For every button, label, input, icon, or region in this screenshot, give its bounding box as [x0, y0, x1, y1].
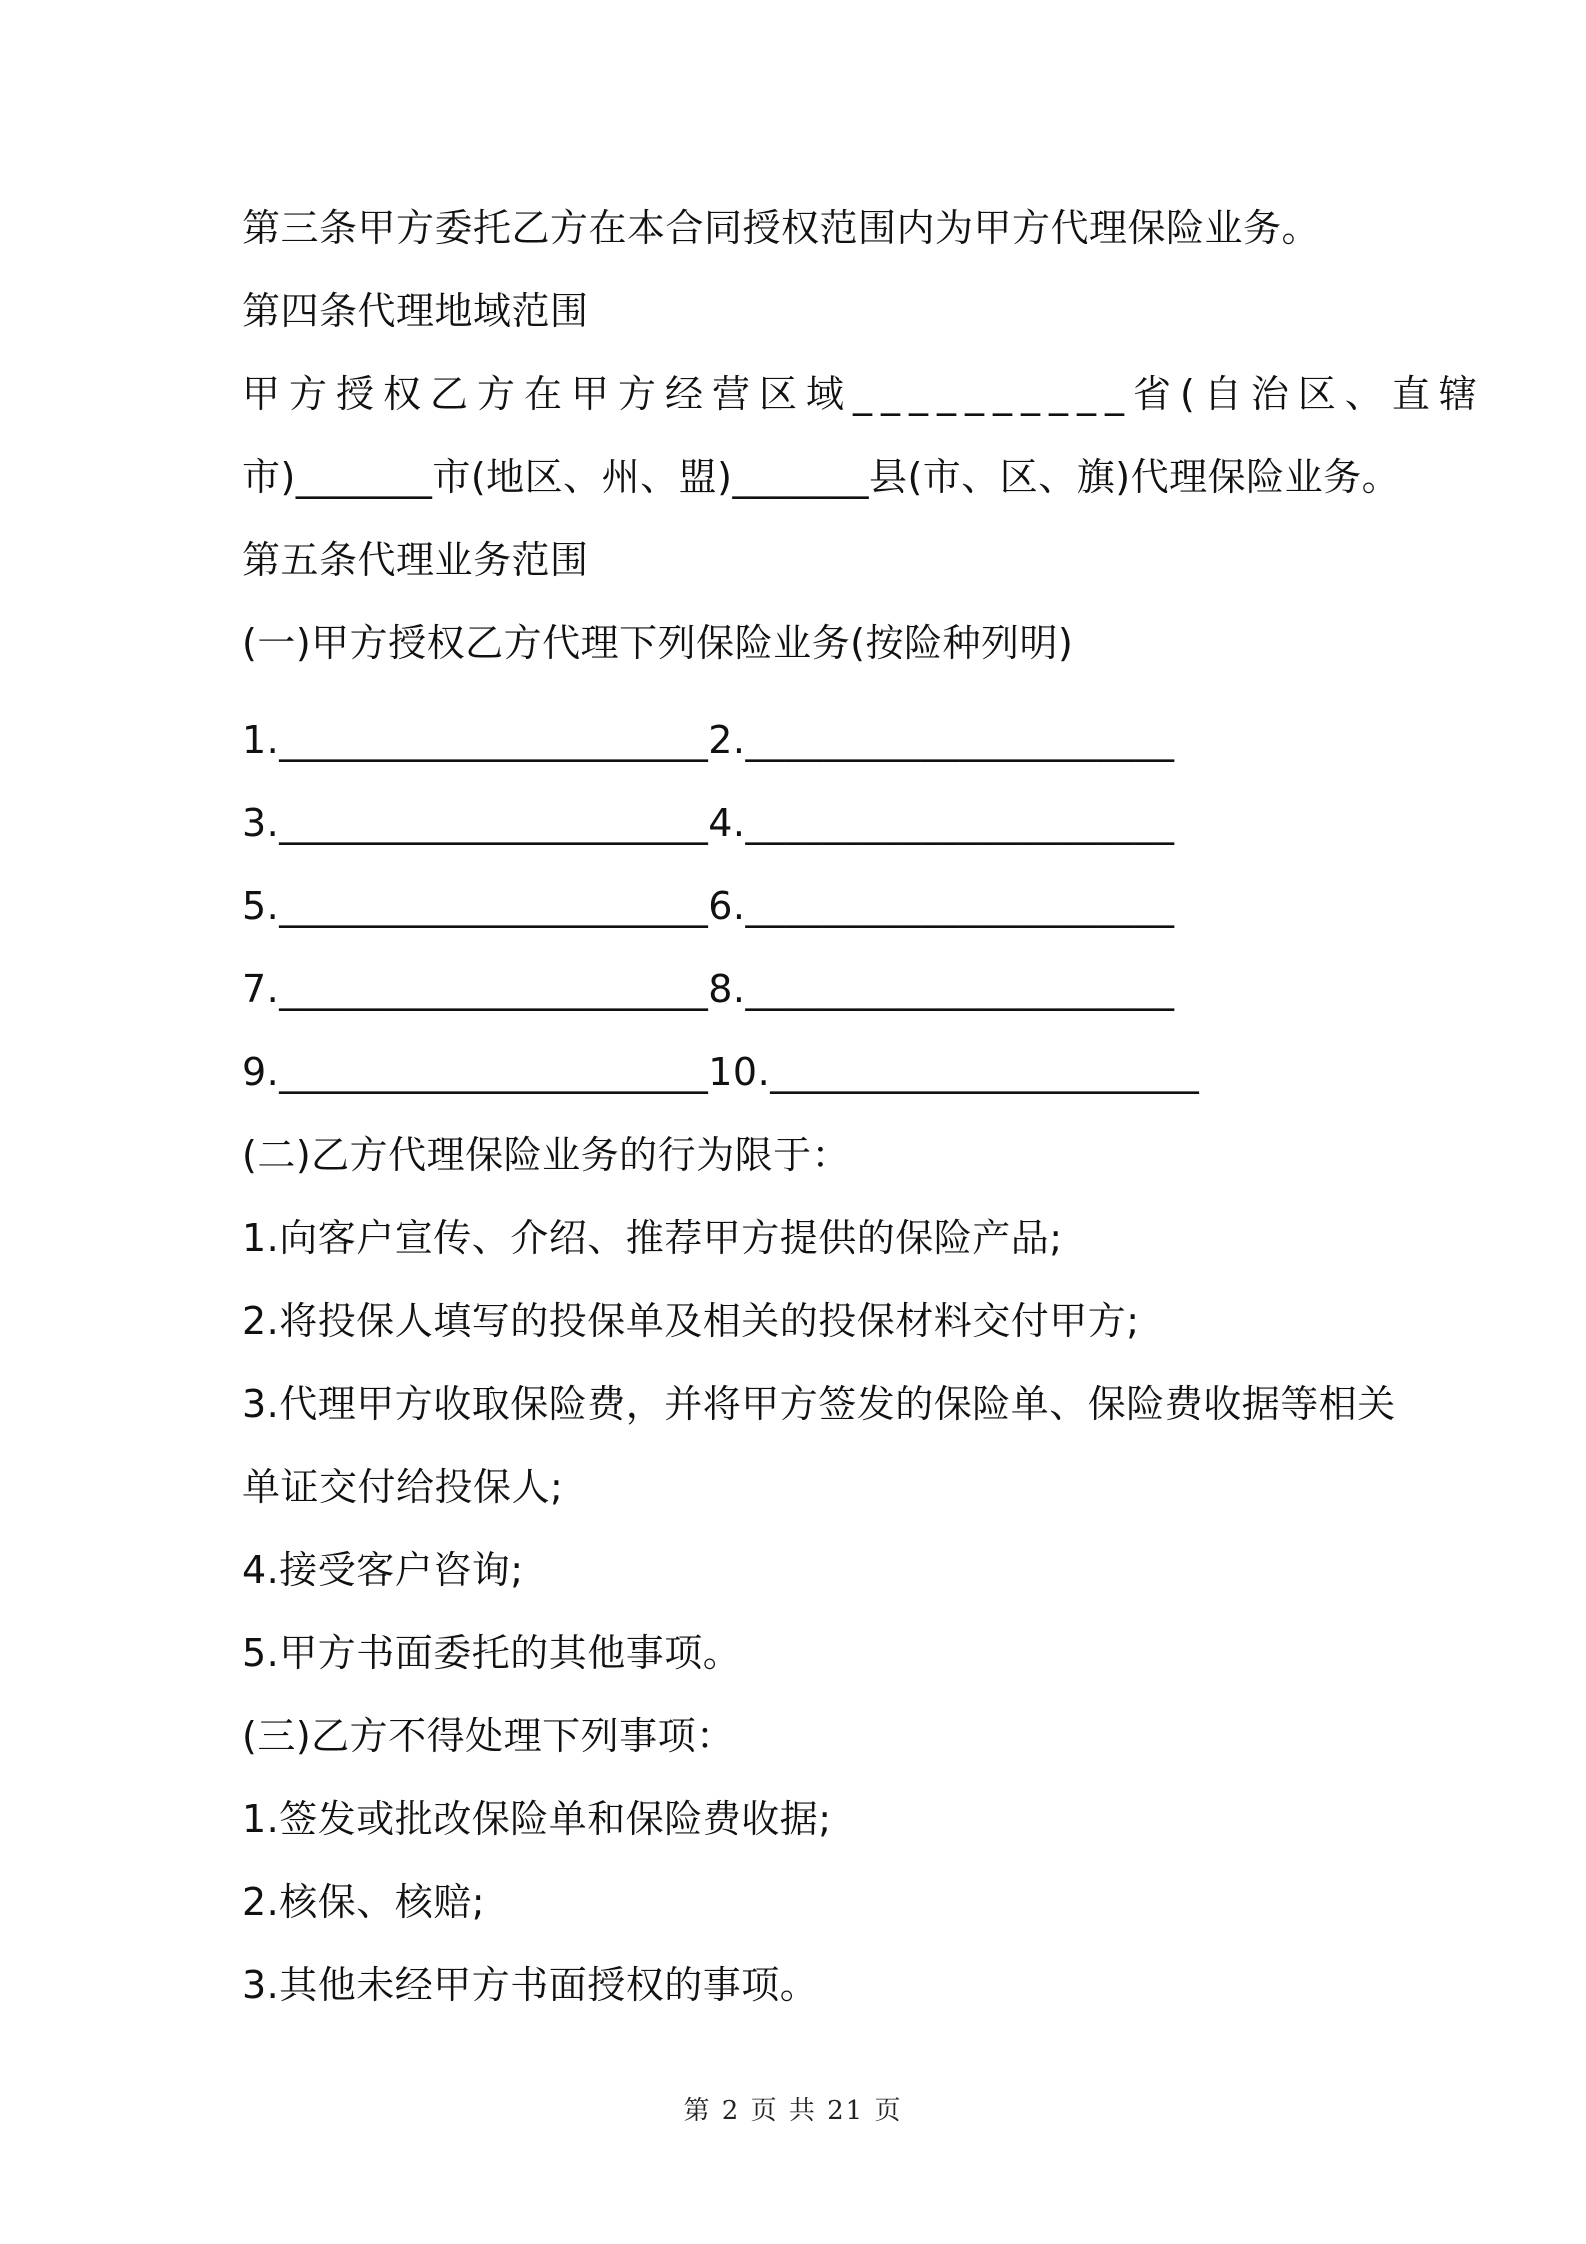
blank-items-row-1: 1.______________________2.______________________ [242, 718, 1175, 762]
section-2-item-3-line-2: 单证交付给投保人; [242, 1465, 564, 1509]
section-3-heading: (三)乙方不得处理下列事项： [242, 1714, 735, 1758]
section-2-item-2: 2.将投保人填写的投保单及相关的投保材料交付甲方; [242, 1299, 1140, 1343]
blank-items-row-2: 3.______________________4.______________________ [242, 801, 1175, 845]
section-2-item-3-line-1: 3.代理甲方收取保险费，并将甲方签发的保险单、保险费收据等相关 [242, 1382, 1396, 1426]
section-2-item-4: 4.接受客户咨询; [242, 1548, 524, 1592]
blank-items-row-5: 9.______________________10.______________________ [242, 1050, 1200, 1094]
section-3-item-1: 1.签发或批改保险单和保险费收据; [242, 1797, 832, 1841]
section-2-item-1: 1.向客户宣传、介绍、推荐甲方提供的保险产品; [242, 1216, 1063, 1260]
section-2-heading: (二)乙方代理保险业务的行为限于： [242, 1133, 851, 1177]
article-3-text: 第三条甲方委托乙方在本合同授权范围内为甲方代理保险业务。 [242, 206, 1321, 250]
blank-items-row-4: 7.______________________8.______________________ [242, 967, 1175, 1011]
section-3-item-2: 2.核保、核赔; [242, 1880, 486, 1924]
section-2-item-5: 5.甲方书面委托的其他事项。 [242, 1631, 742, 1675]
article-4-heading: 第四条代理地域范围 [242, 289, 589, 333]
article-4-text-line-1: 甲方授权乙方在甲方经营区域__________省(自治区、直辖 [242, 372, 1486, 416]
section-1-heading: (一)甲方授权乙方代理下列保险业务(按险种列明) [242, 621, 1074, 665]
blank-items-row-3: 5.______________________6.______________________ [242, 884, 1175, 928]
article-5-heading: 第五条代理业务范围 [242, 538, 589, 582]
section-3-item-3: 3.其他未经甲方书面授权的事项。 [242, 1963, 819, 2007]
page-number-footer: 第 2 页 共 21 页 [683, 2096, 903, 2126]
article-4-text-line-2: 市)_______市(地区、州、盟)_______县(市、区、旗)代理保险业务。 [242, 455, 1401, 499]
